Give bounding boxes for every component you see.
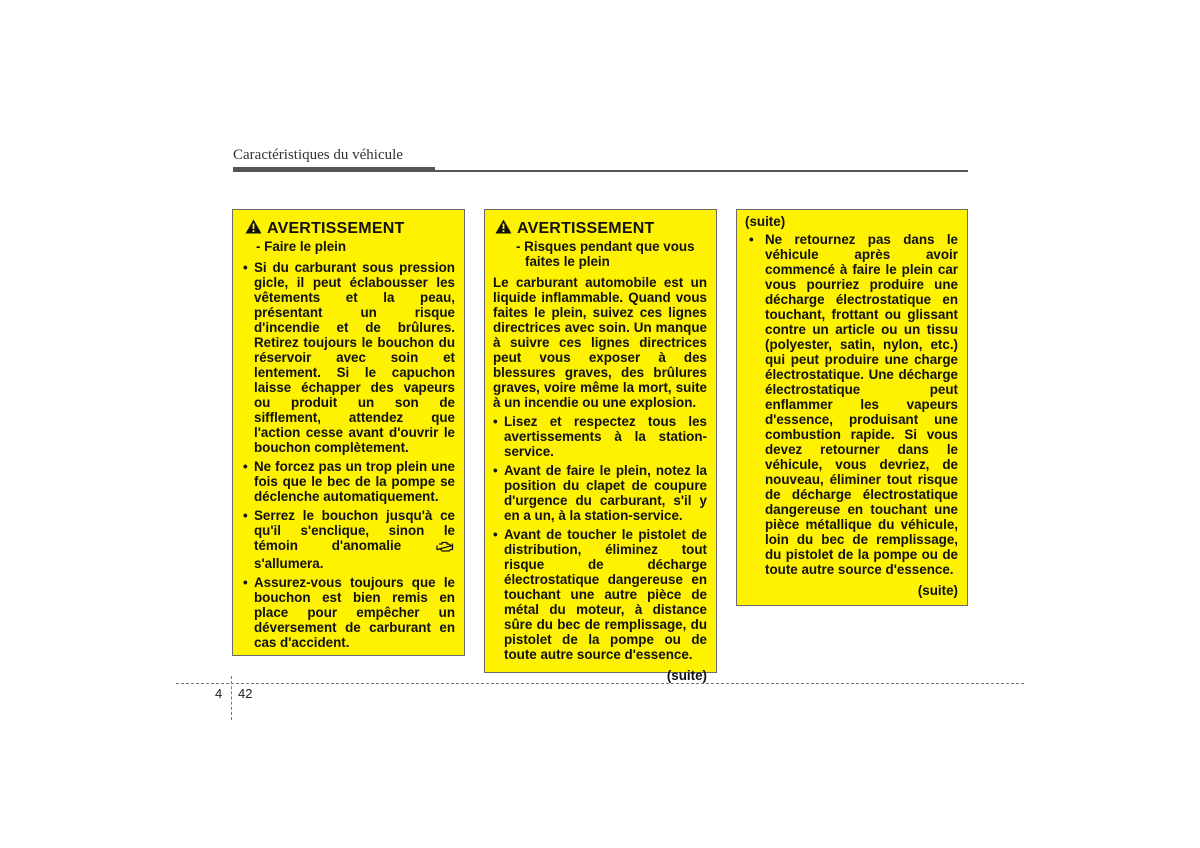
list-item: • Si du carburant sous pression gicle, il peut éclabousser les vêtements et la peau, présentant un risque d'incendie et de brûlures. Retirez toujours le bouchon du réservoir avec soin et lentement. Si le capuchon laisse échapper des vapeurs ou produit un son de sifflement, attendez que l'action cesse avant d'ouvrir le bouchon complètement.: [243, 260, 455, 455]
warning-list: [745, 232, 958, 577]
warning-title: AVERTISSEMENT: [517, 219, 655, 237]
list-item: • Lisez et respectez tous les avertissements à la station-service.: [493, 414, 707, 459]
continued-label-top: (suite): [745, 214, 786, 229]
list-item: • Ne retournez pas dans le véhicule après avoir commencé à faire le plein car vous pourriez produire une décharge électrostatique en touchant, frottant ou glissant contre un article ou un tissu (polyester, satin, nylon, etc.) qui peut produire une charge électrostatique. Une décharge électrostatique peut enflammer les vapeurs d'essence, produisant une combustion rapide. Si vous devez retourner dans le véhicule, vous devriez, de nouveau, éliminer tout risque de décharge électrostatique dangereuse en touchant une pièce métallique du véhicule, loin du bec de remplissage, du pistolet de la pompe ou de toute autre source d'essence.: [749, 232, 958, 577]
warning-triangle-icon: [245, 219, 262, 237]
warning-box-refueling: [232, 209, 465, 656]
warning-triangle-icon: [495, 219, 512, 237]
warning-list: [493, 414, 707, 662]
footer-divider: [231, 676, 232, 720]
warning-header: [495, 219, 707, 237]
check-engine-icon: [436, 540, 454, 556]
header-rule: [233, 170, 968, 172]
warning-header: [245, 219, 455, 237]
continued-label: (suite): [666, 668, 707, 683]
footer-rule: [176, 683, 1024, 684]
warning-box-risks: [484, 209, 717, 683]
warning-subtitle: - Risques pendant que vous faites le plein: [516, 239, 695, 269]
page-number: 42: [238, 686, 253, 701]
list-item: • Ne forcez pas un trop plein une fois que le bec de la pompe se déclenche automatiquement.: [243, 459, 455, 504]
list-item: • Avant de toucher le pistolet de distribution, éliminez tout risque de décharge électrostatique dangereuse en touchant une autre pièce de métal du moteur, à distance sûre du bec de remplissage, du pistolet de la pompe ou de toute autre source d'essence.: [493, 527, 707, 662]
warning-box-continued: [736, 209, 968, 606]
list-item: • Serrez le bouchon jusqu'à ce qu'il s'enclique, sinon le témoin d'anomalie s'allumera.: [243, 508, 455, 571]
list-item: • Assurez-vous toujours que le bouchon est bien remis en place pour empêcher un déversement de carburant en cas d'accident.: [243, 575, 455, 650]
warning-title: AVERTISSEMENT: [267, 219, 405, 237]
warning-subtitle: - Faire le plein: [256, 239, 347, 254]
page-title: Caractéristiques du véhicule: [233, 147, 403, 163]
warning-list: [243, 260, 455, 650]
list-item: • Avant de faire le plein, notez la position du clapet de coupure d'urgence du carburant, s'il y en a un, à la station-service.: [493, 463, 707, 523]
warning-paragraph: Le carburant automobile est un liquide inflammable. Quand vous faites le plein, suivez ces lignes directrices avec soin. Un manque à suivre ces lignes directrices peut vous exposer à des blessures graves, des brûlures graves, voire même la mort, suite à un incendie ou une explosion.: [493, 275, 707, 410]
chapter-number: 4: [215, 686, 223, 701]
continued-label: (suite): [917, 583, 958, 598]
